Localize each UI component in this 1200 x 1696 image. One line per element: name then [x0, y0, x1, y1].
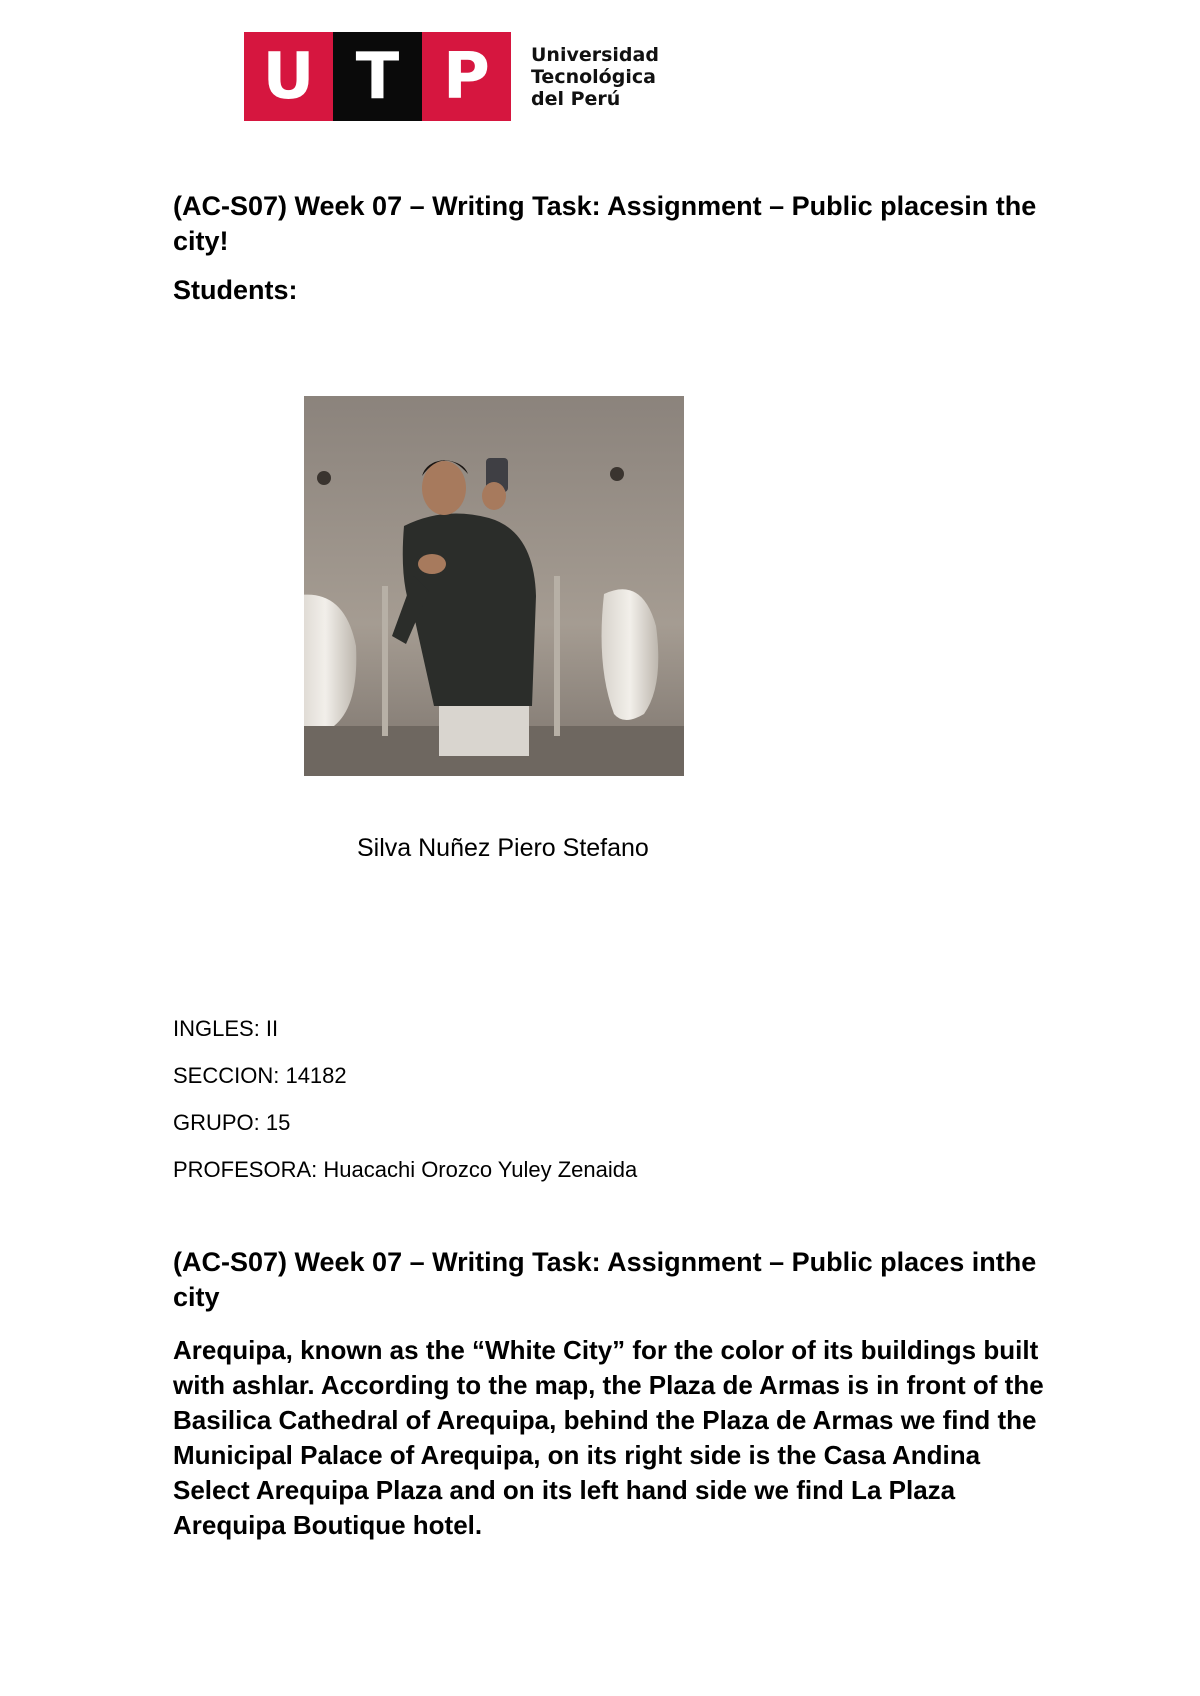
student-name: Silva Nuñez Piero Stefano: [357, 834, 649, 862]
utp-logo: [244, 32, 659, 121]
info-seccion: SECCION: 14182: [173, 1063, 347, 1088]
info-profesora: PROFESORA: Huacachi Orozco Yuley Zenaida: [173, 1157, 638, 1182]
assignment-title: (AC-S07) Week 07 – Writing Task: Assignment – Public placesin the city!: [173, 191, 1037, 256]
logo-name-line-3: del Perú: [531, 87, 621, 110]
logo-letter-p: P: [422, 32, 511, 121]
info-grupo: GRUPO: 15: [173, 1110, 291, 1135]
info-ingles: INGLES: II: [173, 1016, 279, 1041]
students-label: Students:: [173, 275, 298, 305]
logo-name-line-1: Universidad: [531, 43, 659, 66]
body-paragraph: Arequipa, known as the “White City” for the color of its buildings built with ashlar. According to the map, the Plaza de Armas is in front of the Basilica Cathedral of Arequipa, behind the Plaza de Armas we find the Municipal Palace of Arequipa, on its right side is the Casa Andina Select Arequipa Plaza and on its left hand side we find La Plaza Arequipa Boutique hotel.: [173, 1335, 1044, 1540]
logo-university-name: [531, 44, 659, 110]
logo-name-line-2: Tecnológica: [531, 65, 656, 88]
logo-letter-u: U: [244, 32, 333, 121]
student-photo: [304, 396, 684, 776]
section-title: (AC-S07) Week 07 – Writing Task: Assignment – Public places inthe city: [173, 1247, 1037, 1312]
logo-letter-t: T: [333, 32, 422, 121]
